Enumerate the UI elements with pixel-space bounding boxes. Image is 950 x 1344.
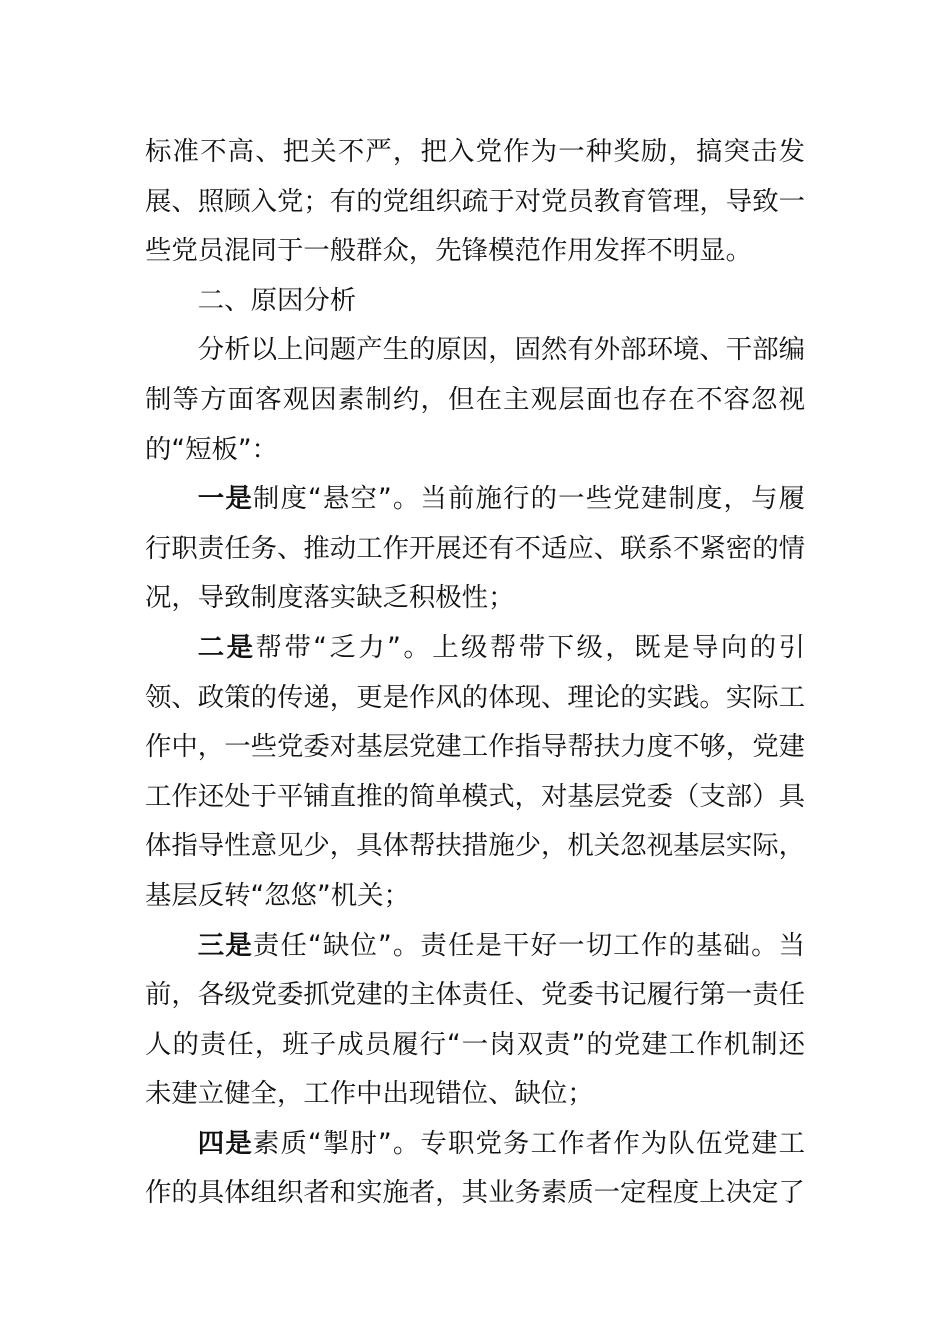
item-2-text: 帮带“乏力”。上级帮带下级，既是导向的引领、政策的传递，更是作风的体现、理论的实践。实际工作中，一些党委对基层党建工作指导帮扶力度不够，党建工作还处于平铺直推的简单模式，对基层党委（支部）具体指导性意见少，具体帮扶措施少，机关忽视基层实际，基层反转“忽悠”机关； [145,631,806,911]
item-3-lead: 三是 [197,929,253,961]
paragraph-problems-continued: 标准不高、把关不严，把入党作为一种奖励，搞突击发展、照顾入党；有的党组织疏于对党员教育管理，导致一些党员混同于一般群众，先锋模范作用发挥不明显。 [145,136,805,267]
paragraph-item-2 [145,623,805,921]
document-page [145,127,805,1218]
paragraph-item-3 [145,921,805,1119]
paragraph-item-4 [145,1119,805,1218]
item-4-text: 素质“掣肘”。专职党务工作者作为队伍党建工作的具体组织者和实施者，其业务素质一定程度上决定了 [145,1127,806,1209]
item-2-lead: 二是 [197,631,256,663]
paragraph-intro: 分析以上问题产生的原因，固然有外部环境、干部编制等方面客观因素制约，但在主观层面也存在不容忽视的“短板”： [145,334,805,465]
item-1-text: 制度“悬空”。当前施行的一些党建制度，与履行职责任务、推动工作开展还有不适应、联系不紧密的情况，导致制度落实缺乏积极性； [145,483,806,614]
item-3-text: 责任“缺位”。责任是干好一切工作的基础。当前，各级党委抓党建的主体责任、党委书记履行第一责任人的责任，班子成员履行“一岗双责”的党建工作机制还未建立健全，工作中出现错位、缺位； [145,929,806,1110]
paragraph-item-1 [145,474,805,623]
item-1-lead: 一是 [197,483,253,515]
item-4-lead: 四是 [197,1127,253,1159]
section-heading-cause-analysis: 二、原因分析 [197,284,357,316]
